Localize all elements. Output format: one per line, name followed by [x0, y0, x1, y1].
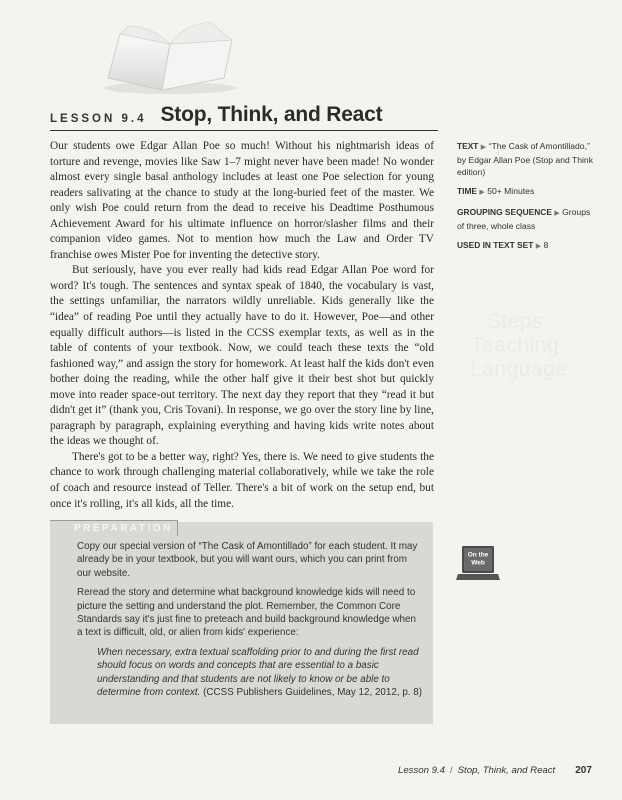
sidebar-grouping-row	[457, 206, 595, 232]
quote-citation: (CCSS Publishers Guidelines, May 12, 2012, p. 8)	[203, 687, 423, 699]
page-footer	[398, 765, 592, 776]
sidebar-used-value: 8	[543, 240, 549, 250]
triangle-right-icon: ▶	[480, 144, 487, 151]
ghost-watermark-text: Steps Teaching Language	[470, 310, 568, 381]
sidebar-used-row	[457, 239, 595, 253]
sidebar-time-value: 50+ Minutes	[487, 186, 535, 196]
footer-separator: /	[449, 765, 453, 776]
body-paragraph-3: There's got to be a better way, right? Yes, there is. We need to give students the chance to work through challenging material collaboratively, while we take the role of coach and resource instead of Teller. There's a bit of work on the setup end, but once it's rolling, it's all kids, all the time.	[50, 450, 434, 510]
web-badge-line-2: Web	[471, 559, 485, 567]
preparation-content	[77, 540, 422, 699]
preparation-paragraph-2: Reread the story and determine what background knowledge kids will need to picture the setting and understand the plot. Remember, the Common Core Standards say it's just fine to preteach and build background knowledge when a text is difficult, old, or alien from kids' experience:	[77, 587, 416, 639]
on-the-web-laptop-icon	[456, 545, 500, 583]
triangle-right-icon: ▶	[479, 189, 485, 196]
preparation-quote	[97, 646, 422, 700]
body-paragraph-2: But seriously, have you ever really had kids read Edgar Allan Poe word for word? It's tough. The sentences and syntax speak of 1840, the vocabulary is vast, the settings unfamiliar, the narrators wildly unreliable. Kids generally like the “idea” of reading Poe until they actually have to do it. However, Poe—and other equally difficult authors—is listed in the CCSS exemplar texts, as well as in the table of contents of your textbook. Now, we could teach these texts the “old fashioned way,” and assign the story for homework. At least half the kids don't even bother doing the reading, while the other half give it their best shot but quickly move into reader space-out territory. The next day they report that they “read it but didn't get it” (thank you, Cris Tovani). In response, we go over the story line by line, paragraph by paragraph, explaining everything and having kids write notes about the ideas we thought of.	[50, 264, 434, 448]
web-badge-line-1: On the	[467, 551, 489, 559]
sidebar-used-label: USED IN TEXT SET	[457, 240, 534, 250]
sidebar-time-row	[457, 185, 595, 199]
lesson-title: Stop, Think, and React	[160, 103, 383, 126]
open-book-illustration	[100, 18, 240, 96]
lesson-sidebar	[457, 140, 595, 260]
sidebar-text-label: TEXT	[457, 141, 479, 151]
lesson-heading	[50, 100, 438, 131]
footer-lesson: Lesson 9.4	[398, 765, 445, 776]
quote-text: When necessary, extra textual scaffolding prior to and during the first read should focus on words and concepts that are essential to a basic understanding and that students are not likely to know or be able to determine from context.	[97, 646, 419, 699]
preparation-paragraph-1: Copy our special version of “The Cask of Amontillado” for each student. It may already be in your textbook, but you will want ours, which you can print from our website.	[77, 541, 418, 579]
sidebar-text-row	[457, 140, 595, 178]
sidebar-text-value: “The Cask of Amontillado,” by Edgar Allan Poe (Stop and Think edition)	[457, 141, 593, 177]
lesson-number: LESSON 9.4	[50, 113, 147, 125]
sidebar-time-label: TIME	[457, 186, 478, 196]
lesson-body	[50, 139, 434, 512]
body-paragraph-1: Our students owe Edgar Allan Poe so much! Without his nightmarish ideas of torture and revenge, movies like Saw 1–7 might never have been made! No wonder almost every single basal anthology includes at least one Poe selection for young readers salivating at the chance to study at the long-buried feet of the master. We only wish Poe could return from the dead to receive his Deadtime Posthumous Achievement Award for his ultimate influence on horror/slasher films and their companion video games. Not to mention how much the Law and Order TV franchise owes Mister Poe for inventing the detective story.	[50, 140, 434, 261]
sidebar-grouping-label: GROUPING SEQUENCE	[457, 207, 552, 217]
page-number: 207	[575, 765, 592, 776]
triangle-right-icon: ▶	[554, 210, 560, 217]
triangle-right-icon: ▶	[535, 243, 542, 250]
preparation-heading: PREPARATION	[50, 520, 178, 536]
sidebar-grouping-value: Groups of three, whole class	[457, 207, 591, 231]
footer-title: Stop, Think, and React	[457, 765, 556, 776]
